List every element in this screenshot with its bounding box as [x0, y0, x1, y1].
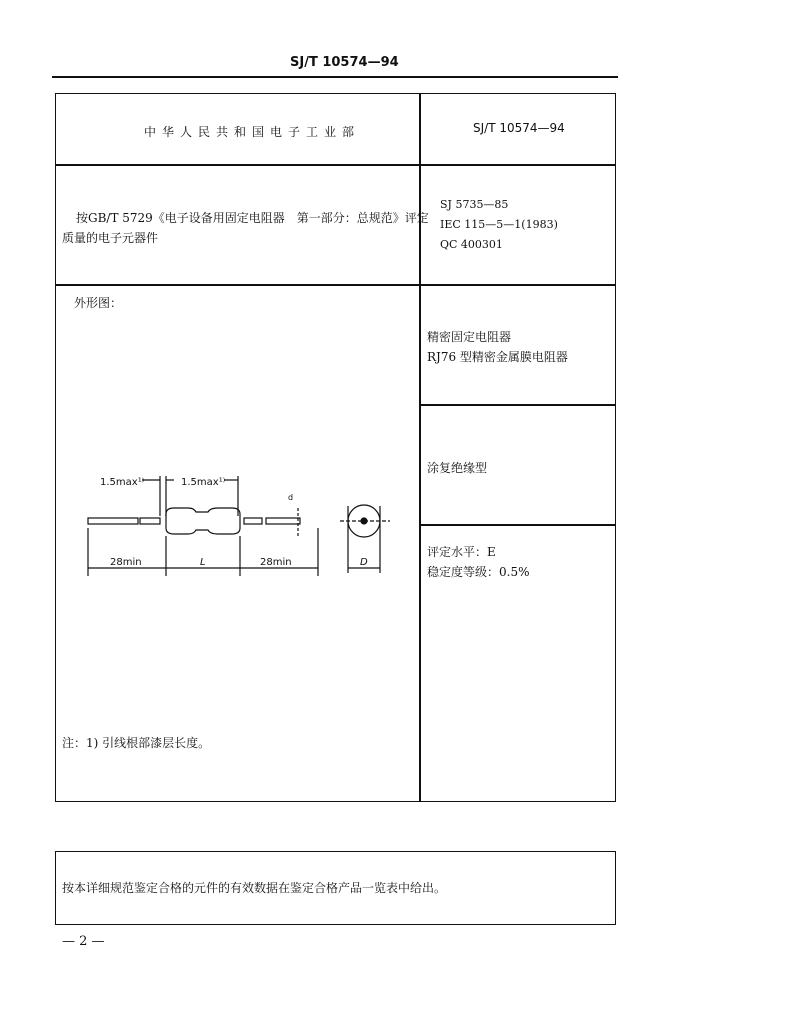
- dim-lacquer-left: 1.5max¹⁾: [100, 477, 145, 488]
- spec-form-frame: [55, 93, 616, 802]
- resistor-body: [166, 508, 240, 534]
- assessment-text-line2: 质量的电子元器件: [62, 231, 159, 245]
- lead-left-lacquer: [140, 518, 160, 524]
- dim-lead-diameter: d: [288, 493, 294, 502]
- row-divider-3: [419, 404, 616, 406]
- reference-standard: IEC 115—5—1(1983): [440, 218, 558, 231]
- qualification-note: 按本详细规范鉴定合格的元件的有效数据在鉴定合格产品一览表中给出。: [62, 881, 447, 895]
- dim-lead-left-length: 28min: [110, 557, 142, 568]
- issuer-name: 中华人民共和国电子工业部: [144, 125, 361, 139]
- assessment-level: 评定水平：E: [427, 545, 496, 559]
- dim-lacquer-right: 1.5max¹⁾: [181, 477, 226, 488]
- row-divider-4: [419, 524, 616, 526]
- resistor-outline-drawing: [80, 468, 410, 586]
- column-divider: [419, 93, 421, 802]
- header-standard-code: SJ/T 10574—94: [290, 55, 399, 70]
- dim-body-diameter: D: [360, 557, 368, 568]
- lead-left: [88, 518, 138, 524]
- page-number: — 2 —: [62, 934, 105, 949]
- lead-right: [266, 518, 300, 524]
- header-rule: [52, 76, 618, 78]
- outline-drawing-label: 外形图：: [74, 296, 123, 310]
- lead-right-lacquer: [244, 518, 262, 524]
- reference-standard: SJ 5735—85: [440, 198, 509, 211]
- form-standard-code: SJ/T 10574—94: [473, 121, 565, 135]
- drawing-footnote: 注：1) 引线根部漆层长度。: [62, 736, 211, 750]
- stability-class: 稳定度等级：0.5%: [427, 565, 530, 579]
- reference-standard: QC 400301: [440, 238, 503, 251]
- product-type: RJ76 型精密金属膜电阻器: [427, 350, 568, 364]
- dim-lead-right-length: 28min: [260, 557, 292, 568]
- product-category: 精密固定电阻器: [427, 330, 512, 344]
- row-divider-1: [55, 164, 616, 166]
- dim-body-length: L: [200, 557, 206, 568]
- assessment-text-line1: 按GB/T 5729《电子设备用固定电阻器 第一部分：总规范》评定: [76, 211, 429, 225]
- coating-type: 涂复绝缘型: [427, 461, 488, 475]
- row-divider-2: [55, 284, 616, 286]
